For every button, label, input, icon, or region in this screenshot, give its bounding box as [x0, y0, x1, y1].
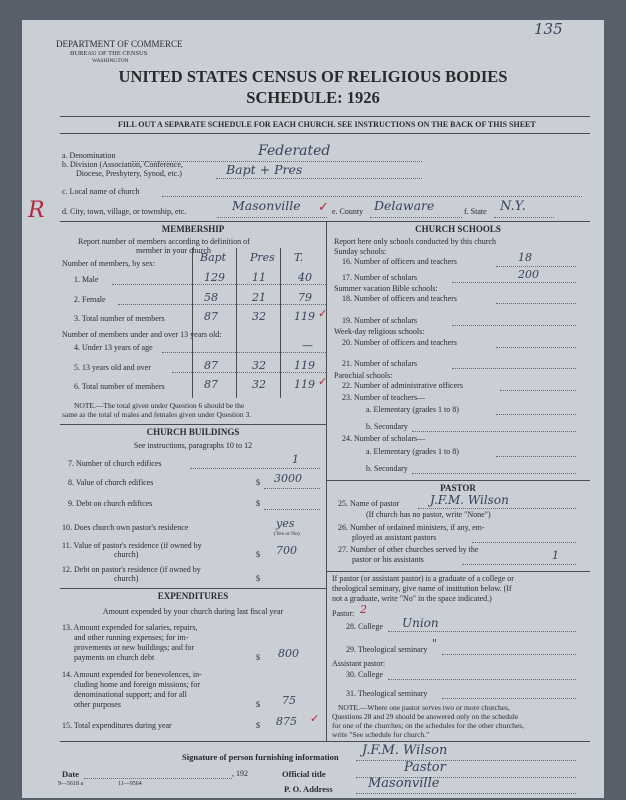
- total-6-pres: 32: [252, 378, 266, 391]
- q11-label-2: church): [114, 550, 139, 559]
- membership-title: MEMBERSHIP: [161, 224, 225, 234]
- membership-note-1: NOTE.—The total given under Question 6 should be the: [74, 401, 245, 410]
- schools-title: CHURCH SCHOOLS: [415, 224, 501, 234]
- denomination-label: a. Denomination: [62, 151, 116, 160]
- female-total: 79: [298, 291, 312, 304]
- q29-value: ": [432, 637, 438, 650]
- q13-value: 800: [278, 647, 299, 660]
- county-label: e. County: [332, 207, 364, 216]
- q13-line-2: and other running expenses; for im-: [74, 633, 189, 642]
- summer-schools-label: Summer vacation Bible schools:: [334, 284, 438, 293]
- pastor-note-2: Questions 28 and 29 should be answered only on the schedule: [332, 712, 519, 721]
- q8-value: 3000: [274, 472, 302, 485]
- q19-label: 19. Number of scholars: [342, 316, 418, 325]
- q22-label: 22. Number of administrative officers: [342, 381, 463, 390]
- over-13-label: 5. 13 years old and over: [74, 363, 151, 372]
- denomination-value: Federated: [258, 143, 331, 159]
- q25-hint: (If church has no pastor, write "None"): [366, 510, 491, 519]
- q8-dollar: $: [256, 478, 260, 487]
- age-intro-label: Number of members under and over 13 years old:: [62, 330, 222, 339]
- q9-dollar: $: [256, 499, 260, 508]
- total-6-bapt: 87: [204, 378, 218, 391]
- graduate-note-1: If pastor (or assistant pastor) is a graduate of a college or: [332, 574, 514, 583]
- instruction-banner: FILL OUT A SEPARATE SCHEDULE FOR EACH CHURCH. SEE INSTRUCTIONS ON THE BACK OF THIS SHEET: [118, 120, 536, 129]
- q7-label: 7. Number of church edifices: [68, 459, 162, 468]
- local-name-label: c. Local name of church: [62, 187, 140, 196]
- q23b-label: b. Secondary: [366, 422, 408, 431]
- expenditures-title: EXPENDITURES: [157, 591, 229, 601]
- q10-label: 10. Does church own pastor's residence: [62, 523, 189, 532]
- q13-line-3: provements or new buildings; and for: [74, 643, 195, 652]
- membership-intro-1: Report number of members according to definition of: [78, 237, 250, 246]
- q15-dollar: $: [256, 721, 260, 730]
- division-label-1: b. Division (Association, Conference,: [62, 160, 183, 169]
- q24-label: 24. Number of scholars—: [342, 434, 426, 443]
- date-year: , 192: [232, 769, 248, 778]
- q14-line-2: cluding home and foreign missions; for: [74, 680, 200, 689]
- census-schedule-sheet: [22, 20, 604, 798]
- q27-value: 1: [552, 549, 559, 562]
- red-check-mark: ✓: [318, 376, 328, 388]
- pastor-red-mark: 2: [360, 603, 367, 616]
- city-label: d. City, town, village, or township, etc.: [62, 207, 187, 216]
- q12-dollar: $: [256, 574, 260, 583]
- under-13-total: —: [302, 339, 313, 352]
- state-label: f. State: [464, 207, 487, 216]
- po-address-value: Masonville: [368, 776, 440, 791]
- assistant-pastor-subheading: Assistant pastor:: [332, 659, 386, 668]
- division-label-2: Diocese, Presbytery, Synod, etc.): [76, 169, 182, 178]
- under-13-label: 4. Under 13 years of age: [74, 343, 153, 352]
- q24b-label: b. Secondary: [366, 464, 408, 473]
- q7-value: 1: [292, 453, 299, 466]
- q13-dollar: $: [256, 653, 260, 662]
- pastor-title: PASTOR: [440, 483, 476, 493]
- red-check-mark: ✓: [318, 199, 329, 214]
- col-header-total: T.: [294, 251, 304, 264]
- over-13-pres: 32: [252, 359, 266, 372]
- q26-label-2: ployed as assistant pastors: [352, 533, 437, 542]
- parochial-schools-label: Parochial schools:: [334, 371, 393, 380]
- male-label: 1. Male: [74, 275, 99, 284]
- q9-label: 9. Debt on church edifices: [68, 499, 153, 508]
- q13-line-4: payments on church debt: [74, 653, 155, 662]
- male-pres: 11: [252, 271, 266, 284]
- q12-label-1: 12. Debt on pastor's residence (if owned by: [62, 565, 201, 574]
- sunday-schools-label: Sunday schools:: [334, 247, 387, 256]
- q16-label: 16. Number of officers and teachers: [342, 257, 457, 266]
- col-header-bapt: Bapt: [200, 251, 227, 264]
- female-pres: 21: [252, 291, 266, 304]
- buildings-subtitle: See instructions, paragraphs 10 to 12: [133, 441, 253, 450]
- buildings-title: CHURCH BUILDINGS: [146, 427, 240, 437]
- q27-label-1: 27. Number of other churches served by the: [338, 545, 479, 554]
- official-title-label: Official title: [282, 769, 326, 779]
- city-value: Masonville: [232, 198, 301, 213]
- q17-value: 200: [518, 268, 539, 281]
- pastor-note-1: NOTE.—Where one pastor serves two or more churches,: [338, 703, 510, 712]
- q17-label: 17. Number of scholars: [342, 273, 418, 282]
- state-value: N.Y.: [500, 199, 526, 214]
- pastor-note-4: write "See schedule for church.": [332, 730, 430, 739]
- col-header-pres: Pres: [250, 251, 275, 264]
- q11-dollar: $: [256, 550, 260, 559]
- total-members-label: 3. Total number of members: [74, 314, 165, 323]
- po-address-label: P. O. Address: [284, 784, 333, 794]
- q14-line-3: denominational support; and for all: [74, 690, 187, 699]
- q18-label: 18. Number of officers and teachers: [342, 294, 457, 303]
- q14-value: 75: [282, 694, 296, 707]
- q23-label: 23. Number of teachers—: [342, 393, 426, 402]
- pastor-note-3: for one of the churches; on the schedules for the other churches,: [332, 721, 525, 730]
- q14-dollar: $: [256, 700, 260, 709]
- q24a-label: a. Elementary (grades 1 to 8): [366, 447, 459, 456]
- division-value: Bapt + Pres: [226, 162, 303, 177]
- q15-value: 875: [276, 715, 297, 728]
- expenditures-subtitle: Amount expended by your church during last fiscal year: [102, 607, 284, 616]
- q29-label: 29. Theological seminary: [346, 645, 428, 654]
- q23a-label: a. Elementary (grades 1 to 8): [366, 405, 459, 414]
- female-label: 2. Female: [74, 295, 106, 304]
- form-number: 9—5618 a: [58, 781, 84, 787]
- total-6-total: 119: [294, 378, 315, 391]
- q28-label: 28. College: [346, 622, 383, 631]
- graduate-note-3: not a graduate, write "No" in the space indicated.): [332, 594, 492, 603]
- q13-line-1: 13. Amount expended for salaries, repairs,: [62, 623, 198, 632]
- over-13-bapt: 87: [204, 359, 218, 372]
- q21-label: 21. Number of scholars: [342, 359, 418, 368]
- q26-label-1: 26. Number of ordained ministers, if any, em-: [338, 523, 485, 532]
- schools-subtitle: Report here only schools conducted by this church: [334, 237, 496, 246]
- form-title: UNITED STATES CENSUS OF RELIGIOUS BODIES: [118, 67, 508, 86]
- total-members-total: 119: [294, 310, 315, 323]
- male-bapt: 129: [204, 271, 225, 284]
- over-13-total: 119: [294, 359, 315, 372]
- q11-label-1: 11. Value of pastor's residence (if owned by: [62, 541, 202, 550]
- red-check-mark: ✓: [318, 308, 328, 320]
- membership-note-2: same as the total of males and females given under Question 3.: [62, 410, 252, 419]
- q10-hint: (Yes or No): [274, 531, 300, 537]
- schedule-title: SCHEDULE: 1926: [246, 88, 380, 107]
- signature-value: J.F.M. Wilson: [362, 743, 448, 758]
- q11-value: 700: [276, 544, 297, 557]
- q28-value: Union: [402, 616, 439, 630]
- q12-label-2: church): [114, 574, 139, 583]
- bureau-label: BUREAU OF THE CENSUS: [70, 50, 148, 57]
- graduate-note-2: theological seminary, give name of institution below. (If: [332, 584, 512, 593]
- weekday-schools-label: Week-day religious schools:: [334, 327, 425, 336]
- q25-value: J.F.M. Wilson: [430, 493, 509, 507]
- members-by-sex-label: Number of members, by sex:: [62, 259, 156, 268]
- q14-line-4: other purposes: [74, 700, 121, 709]
- q10-value: yes: [276, 517, 295, 530]
- membership-intro-2: member in your church: [136, 246, 211, 255]
- pastor-subheading: Pastor:: [332, 609, 355, 618]
- department-label: DEPARTMENT OF COMMERCE: [56, 39, 183, 49]
- q14-line-1: 14. Amount expended for benevolences, in-: [62, 670, 202, 679]
- county-value: Delaware: [374, 198, 435, 213]
- red-check-mark: ✓: [310, 713, 320, 725]
- q16-value: 18: [518, 251, 532, 264]
- total-members-bapt: 87: [204, 310, 218, 323]
- total-members-pres: 32: [252, 310, 266, 323]
- washington-label: WASHINGTON: [92, 58, 129, 64]
- red-margin-mark: R: [28, 198, 45, 223]
- male-total: 40: [298, 271, 312, 284]
- q31-label: 31. Theological seminary: [346, 689, 428, 698]
- q8-label: 8. Value of church edifices: [68, 478, 154, 487]
- page-number: 135: [534, 20, 563, 38]
- female-bapt: 58: [204, 291, 218, 304]
- total-members-6-label: 6. Total number of members: [74, 382, 165, 391]
- date-label: Date: [62, 769, 79, 779]
- q27-label-2: pastor or his assistants: [352, 555, 424, 564]
- print-number: 11—9564: [118, 781, 142, 787]
- q25-label: 25. Name of pastor: [338, 499, 400, 508]
- official-title-value: Pastor: [404, 760, 446, 775]
- signature-label: Signature of person furnishing information: [182, 752, 339, 762]
- q15-label: 15. Total expenditures during year: [62, 721, 172, 730]
- q20-label: 20. Number of officers and teachers: [342, 338, 457, 347]
- q30-label: 30. College: [346, 670, 383, 679]
